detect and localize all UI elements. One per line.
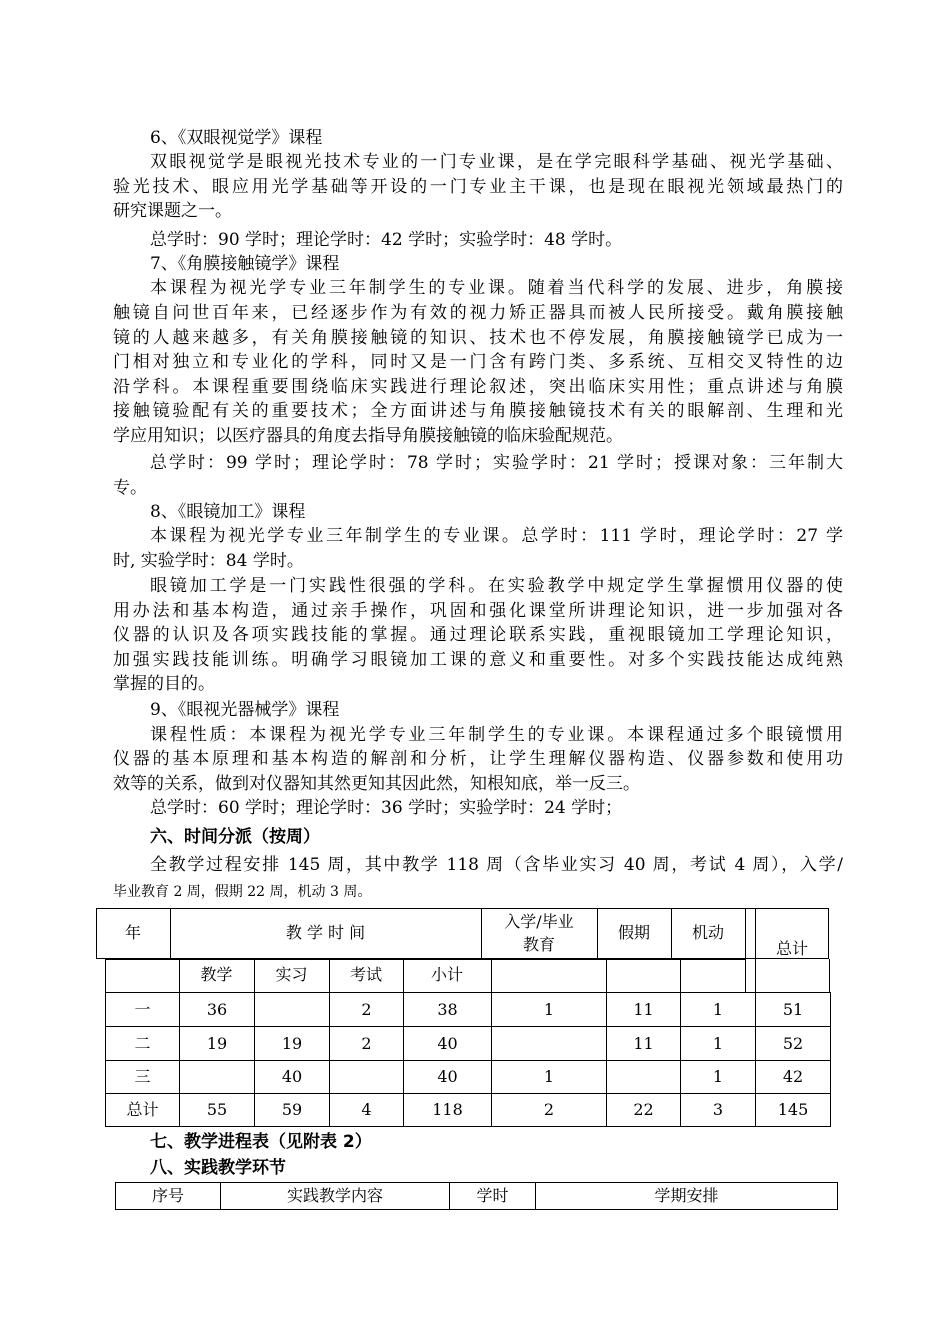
course-9-text-line: 仪器的基本原理和基本构造的解剖和分析，让学生理解仪器构造、仪器参数和使用功 [113, 749, 843, 769]
subheader-teaching: 教学 [200, 965, 233, 984]
course-6-text-line: 验光技术、眼应用光学基础等开设的一门专业主干课，也是现在眼视光领域最热门的 [113, 176, 843, 197]
section-heading-schedule: 七、教学进程表（见附表 2） [150, 1132, 372, 1152]
section-heading-time-allocation: 六、时间分派（按周） [150, 827, 320, 847]
course-7-text-line: 门相对独立和专业化的学科，同时又是一门含有跨门类、多系统、互相交叉特性的边 [113, 352, 843, 372]
practice-header-semester: 学期安排 [536, 1183, 838, 1210]
table-cell: 1 [492, 993, 607, 1027]
table-cell: 1 [681, 993, 756, 1027]
table-cell: 118 [404, 1094, 492, 1127]
course-8-text-line: 眼镜加工学是一门实践性很强的学科。在实验教学中规定学生掌握惯用仪器的使 [150, 576, 843, 596]
course-7-text-line: 沿学科。本课程重要围绕临床实践进行理论叙述，突出临床实用性；重点讲述与角膜 [113, 376, 843, 397]
table-cell: 40 [404, 1027, 492, 1061]
subheader-exam: 考试 [349, 965, 382, 984]
table-cell: 52 [756, 1027, 831, 1061]
section-heading-practice: 八、实践教学环节 [150, 1158, 286, 1178]
course-8-title: 8、《眼镜加工》课程 [150, 502, 306, 522]
course-7-text-line: 学应用知识；以医疗器具的角度去指导角膜接触镜的临床验配规范。 [113, 425, 623, 446]
table-cell: 2 [492, 1094, 607, 1127]
table-cell: 三 [106, 1061, 180, 1094]
time-table-body [105, 992, 831, 1127]
table-cell: 3 [681, 1094, 756, 1127]
table-cell: 一 [106, 993, 180, 1027]
table-row [106, 1027, 831, 1061]
table-cell: 1 [681, 1027, 756, 1061]
table-cell: 40 [255, 1061, 330, 1094]
practice-header-hours: 学时 [450, 1183, 536, 1210]
table-cell [255, 993, 330, 1027]
course-8-text-line: 用办法和基本构造，通过亲手操作，巩固和强化课堂所讲理论知识，进一步加强对各 [113, 600, 843, 621]
course-7-text-line: 镜的人越来越多，有关角膜接触镜的知识、技术也不停发展，角膜接触镜学已成为一 [113, 327, 843, 348]
course-8-text-line: 本课程为视光学专业三年制学生的专业课。总学时：111 学时，理论学时：27 学 [150, 526, 843, 546]
table-cell: 11 [607, 993, 681, 1027]
header-entry-grad-line2: 教育 [522, 935, 555, 954]
table-cell: 19 [180, 1027, 255, 1061]
table-cell: 1 [492, 1061, 607, 1094]
table-cell: 55 [180, 1094, 255, 1127]
table-cell: 总计 [106, 1094, 180, 1127]
course-7-text-line: 本课程为视光学专业三年制学生的专业课。随着当代科学的发展、进步，角膜接 [150, 278, 843, 298]
course-9-text-line: 课程性质：本课程为视光学专业三年制学生的专业课。本课程通过多个眼镜惯用 [150, 724, 843, 745]
subheader-subtotal: 小计 [430, 965, 463, 984]
course-9-text-line: 效等的关系，做到对仪器知其然更知其因此然，知根知底，举一反三。 [113, 773, 640, 794]
course-7-hours: 总学时：99 学时；理论学时：78 学时；实验学时：21 学时；授课对象：三年制大 [150, 453, 843, 473]
header-flex: 机动 [691, 923, 724, 942]
table-cell: 4 [330, 1094, 404, 1127]
header-total: 总计 [775, 939, 808, 958]
practice-header-content: 实践教学内容 [221, 1183, 450, 1210]
course-6-hours: 总学时：90 学时；理论学时：42 学时；实验学时：48 学时。 [150, 230, 623, 250]
course-8-text-line: 掌握的目的。 [113, 674, 215, 694]
course-9-title: 9、《眼视光器械学》课程 [150, 700, 340, 720]
table-cell: 22 [607, 1094, 681, 1127]
course-8-text-line: 加强实践技能训练。明确学习眼镜加工课的意义和重要性。对多个实践技能达成纯熟 [113, 649, 843, 670]
table-cell: 2 [330, 1027, 404, 1061]
table-cell: 1 [681, 1061, 756, 1094]
table-cell [492, 1027, 607, 1061]
table-cell: 36 [180, 993, 255, 1027]
table-cell: 2 [330, 993, 404, 1027]
table-cell: 二 [106, 1027, 180, 1061]
table-row [106, 993, 831, 1027]
table-row-total [106, 1094, 831, 1127]
course-6-title: 6、《双眼视觉学》课程 [150, 128, 323, 148]
header-holiday: 假期 [617, 923, 650, 942]
table-cell [330, 1061, 404, 1094]
course-7-text-line: 触镜自问世百年来，已经逐步作为有效的视力矫正器具而被人民所接受。戴角膜接触 [113, 303, 843, 323]
course-6-text-line: 研究课题之一。 [113, 201, 232, 221]
header-teaching-time: 教 学 时 间 [285, 923, 366, 942]
table-cell [607, 1061, 681, 1094]
practice-header-number: 序号 [116, 1183, 221, 1210]
table-cell [180, 1061, 255, 1094]
course-9-hours: 总学时：60 学时；理论学时：36 学时；实验学时：24 学时； [150, 798, 623, 818]
table-cell: 19 [255, 1027, 330, 1061]
header-entry-grad-line1: 入学/毕业 [504, 912, 574, 931]
table-cell: 145 [756, 1094, 831, 1127]
table-cell: 59 [255, 1094, 330, 1127]
course-7-text-line: 接触镜验配有关的重要技术；全方面讲述与角膜接触镜技术有关的眼解剖、生理和光 [113, 401, 843, 421]
practice-table [115, 1182, 838, 1210]
time-allocation-text: 毕业教育 2 周，假期 22 周，机动 3 周。 [113, 884, 372, 900]
course-7-hours: 专。 [113, 477, 147, 498]
table-header-row [116, 1183, 838, 1210]
table-cell: 40 [404, 1061, 492, 1094]
table-cell: 42 [756, 1061, 831, 1094]
time-allocation-text: 全教学过程安排 145 周，其中教学 118 周（含毕业实习 40 周，考试 4 周），入学/ [150, 855, 843, 875]
table-cell: 11 [607, 1027, 681, 1061]
course-7-title: 7、《角膜接触镜学》课程 [150, 254, 340, 274]
table-cell: 51 [756, 993, 831, 1027]
course-8-text-line: 仪器的认识及各项实践技能的掌握。通过理论联系实践，重视眼镜加工学理论知识， [113, 625, 843, 645]
course-8-text-line: 时, 实验学时：84 学时。 [113, 550, 304, 571]
table-cell: 38 [404, 993, 492, 1027]
table-row [106, 1061, 831, 1094]
course-6-text-line: 双眼视觉学是眼视光技术专业的一门专业课，是在学完眼科学基础、视光学基础、 [150, 152, 843, 172]
header-year: 年 [124, 923, 141, 942]
subheader-internship: 实习 [275, 965, 308, 984]
